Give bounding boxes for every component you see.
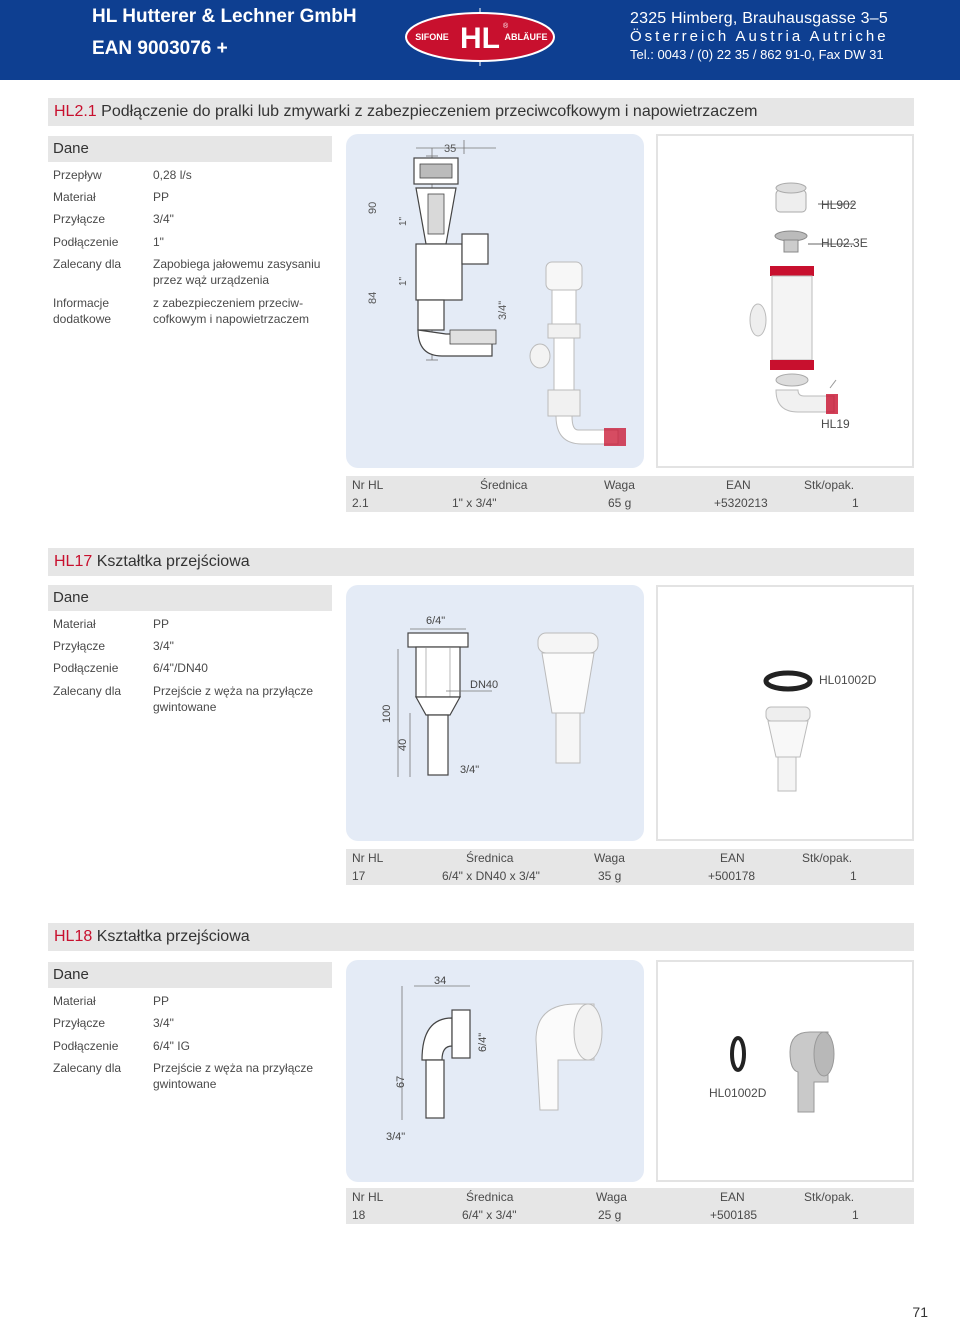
spec-value: 6/4"/DN40 — [153, 661, 208, 675]
col-stk-opak: Stk/opak. — [802, 851, 853, 865]
col-nr-hl: Nr HL — [352, 478, 384, 492]
part-label-hl19: HL19 — [821, 417, 850, 431]
section-title-hl2-1 — [48, 98, 914, 126]
product-drawing-panel — [346, 960, 644, 1182]
dim-1in-a: 1" — [398, 216, 409, 226]
table-row — [346, 1206, 914, 1224]
section-title-hl18 — [48, 923, 914, 951]
cell-stk-opak: 1 — [852, 1208, 859, 1222]
cell-ean: +500178 — [708, 869, 756, 883]
dim-3-4in: 3/4" — [386, 1131, 406, 1143]
dim-3-4in: 3/4" — [497, 300, 509, 320]
technical-drawing-hl2-1 — [346, 134, 644, 468]
col-ean: EAN — [726, 478, 751, 492]
spec-value: PP — [153, 617, 170, 631]
dim-84: 84 — [367, 291, 379, 304]
components-exploded-view — [658, 136, 912, 466]
dim-6-4in: 6/4" — [426, 615, 446, 627]
cell-waga: 65 g — [608, 496, 632, 510]
spec-label: dodatkowe — [53, 312, 112, 326]
part-label-hl01002d: HL01002D — [709, 1086, 767, 1100]
spec-value: 3/4" — [153, 212, 174, 226]
logo-left-text: SIFONE — [415, 32, 449, 42]
section-title-text: Podłączenie do pralki lub zmywarki z zabezpieczeniem przeciwcofkowym i napowietrzaczem — [96, 103, 758, 120]
technical-drawing-hl17 — [346, 585, 644, 841]
cell-ean: +5320213 — [714, 496, 768, 510]
spec-label: Materiał — [53, 190, 96, 204]
dane-header: Dane — [48, 585, 332, 611]
col-nr-hl: Nr HL — [352, 851, 384, 865]
cell-stk-opak: 1 — [850, 869, 857, 883]
dane-header: Dane — [48, 136, 332, 162]
spec-value: przez wąż urządzenia — [153, 273, 270, 287]
table-row — [346, 494, 914, 512]
table-header-row — [346, 476, 914, 494]
spec-label: Zalecany dla — [53, 684, 122, 698]
col-waga: Waga — [594, 851, 625, 865]
spec-value: Przejście z węża na przyłącze — [153, 1061, 314, 1075]
components-view-hl17 — [658, 587, 912, 839]
spec-label: Przyłącze — [53, 639, 106, 653]
part-label-hl01002d: HL01002D — [819, 673, 877, 687]
logo-center-text: HL — [460, 22, 500, 55]
logo-right-text: ABLÄUFE — [504, 32, 548, 42]
dim-1in-b: 1" — [398, 276, 409, 286]
spec-value: z zabezpieczeniem przeciw- — [153, 296, 304, 310]
logo-reg-mark: ® — [503, 23, 509, 30]
page-header — [0, 0, 960, 80]
dim-3-4in: 3/4" — [460, 764, 480, 776]
spec-value: 1" — [153, 235, 164, 249]
spec-label: Podłączenie — [53, 1039, 119, 1053]
col-srednica: Średnica — [466, 851, 514, 865]
spec-label: Zalecany dla — [53, 1061, 122, 1075]
section-code: HL17 — [54, 553, 93, 570]
dim-34: 34 — [434, 975, 447, 987]
cell-nr-hl: 18 — [352, 1208, 366, 1222]
cell-srednica: 6/4" x 3/4" — [462, 1208, 517, 1222]
section-code: HL18 — [54, 928, 93, 945]
cell-stk-opak: 1 — [852, 496, 859, 510]
spec-label: Materiał — [53, 994, 96, 1008]
dim-35: 35 — [444, 143, 457, 155]
company-address-line1: 2325 Himberg, Brauhausgasse 3–5 — [630, 10, 888, 27]
company-contact-line: Tel.: 0043 / (0) 22 35 / 862 91-0, Fax DW 31 — [630, 47, 884, 62]
components-panel — [656, 585, 914, 841]
dim-6-4in: 6/4" — [477, 1032, 489, 1052]
col-ean: EAN — [720, 851, 745, 865]
section-title-text: Kształtka przejściowa — [92, 553, 250, 570]
part-label-hl02-3e: HL02.3E — [821, 236, 868, 250]
spec-label: Podłączenie — [53, 661, 119, 675]
dim-dn40: DN40 — [470, 679, 499, 691]
cell-nr-hl: 2.1 — [352, 496, 369, 510]
table-header-row — [346, 1188, 914, 1206]
col-ean: EAN — [720, 1190, 745, 1204]
spec-label: Informacje — [53, 296, 110, 310]
spec-value: 0,28 l/s — [153, 168, 192, 182]
section-title-hl17 — [48, 548, 914, 576]
cell-ean: +500185 — [710, 1208, 758, 1222]
cell-waga: 35 g — [598, 869, 622, 883]
col-srednica: Średnica — [480, 478, 528, 492]
spec-value: Przejście z węża na przyłącze — [153, 684, 314, 698]
spec-label: Przepływ — [53, 168, 102, 182]
spec-label: Przyłącze — [53, 212, 106, 226]
table-row — [346, 867, 914, 885]
dim-100: 100 — [381, 704, 393, 723]
col-nr-hl: Nr HL — [352, 1190, 384, 1204]
cell-waga: 25 g — [598, 1208, 622, 1222]
col-waga: Waga — [596, 1190, 627, 1204]
col-stk-opak: Stk/opak. — [804, 478, 855, 492]
section-code: HL2.1 — [54, 103, 97, 120]
cell-nr-hl: 17 — [352, 869, 366, 883]
cell-srednica: 1" x 3/4" — [452, 496, 497, 510]
spec-value: PP — [153, 994, 170, 1008]
spec-value: Zapobiega jałowemu zasysaniu — [153, 257, 321, 271]
dane-header: Dane — [48, 962, 332, 988]
spec-value: 3/4" — [153, 1016, 174, 1030]
dim-40: 40 — [397, 738, 409, 751]
col-stk-opak: Stk/opak. — [804, 1190, 855, 1204]
table-header-row — [346, 849, 914, 867]
product-drawing-panel — [346, 585, 644, 841]
spec-value: PP — [153, 190, 170, 204]
col-srednica: Średnica — [466, 1190, 514, 1204]
section-title-text: Kształtka przejściowa — [92, 928, 250, 945]
spec-label: Zalecany dla — [53, 257, 122, 271]
spec-label: Podłączenie — [53, 235, 119, 249]
product-drawing-panel — [346, 134, 644, 468]
technical-drawing-hl18 — [346, 960, 644, 1182]
spec-value: gwintowane — [153, 700, 217, 714]
spec-value: 6/4" IG — [153, 1039, 190, 1053]
components-panel — [656, 960, 914, 1182]
cell-srednica: 6/4" x DN40 x 3/4" — [442, 869, 540, 883]
spec-value: cofkowym i napowietrzaczem — [153, 312, 310, 326]
spec-label: Przyłącze — [53, 1016, 106, 1030]
company-name: HL Hutterer & Lechner GmbH — [92, 6, 357, 27]
hl-logo — [404, 8, 556, 66]
dim-67: 67 — [395, 1075, 407, 1088]
components-panel — [656, 134, 914, 468]
page-number: 71 — [912, 1304, 928, 1320]
spec-label: Materiał — [53, 617, 96, 631]
components-view-hl18 — [658, 962, 912, 1180]
dim-90: 90 — [367, 201, 379, 214]
company-ean: EAN 9003076 + — [92, 38, 228, 59]
col-waga: Waga — [604, 478, 635, 492]
company-address-line2: Österreich Austria Autriche — [630, 28, 889, 45]
part-label-hl902: HL902 — [821, 198, 857, 212]
spec-value: gwintowane — [153, 1077, 217, 1091]
spec-value: 3/4" — [153, 639, 174, 653]
